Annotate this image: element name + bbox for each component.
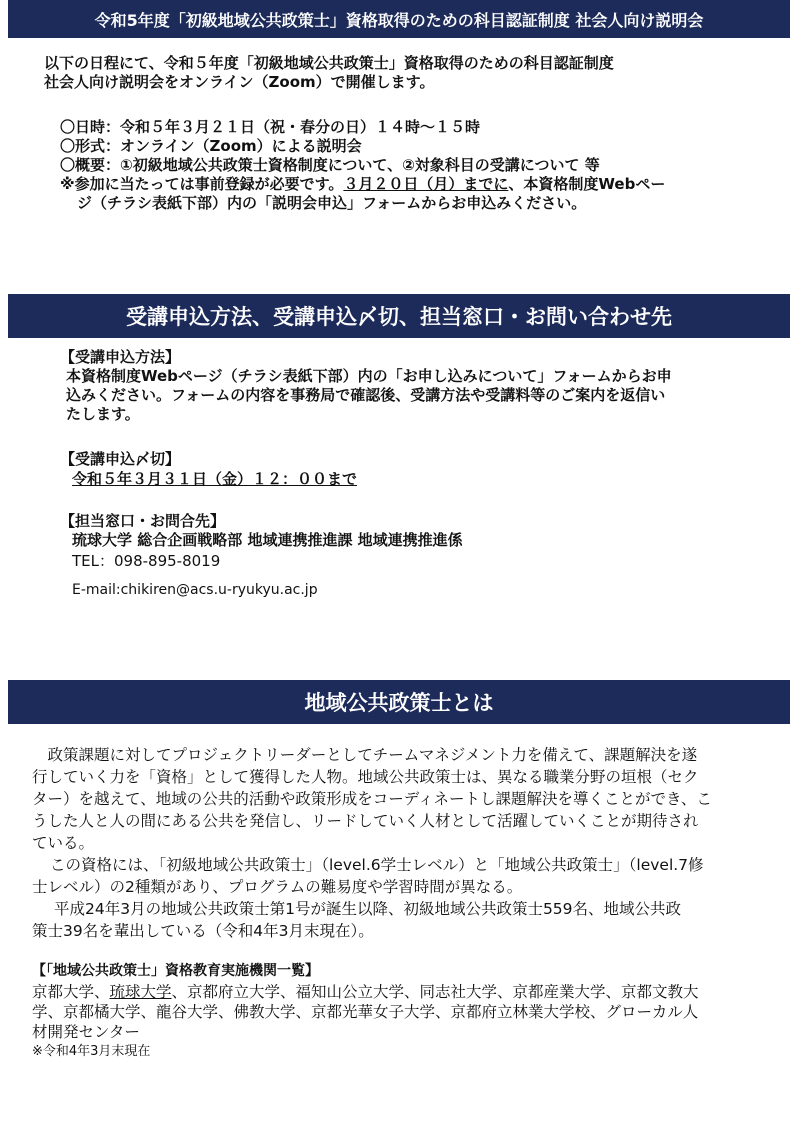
seminar-date: 〇日時：令和５年３月２１日（祝・春分の日）１４時～１５時 xyxy=(60,118,481,136)
contact-info xyxy=(60,512,463,600)
registration-deadline: ３月２０日（月）までに xyxy=(343,175,509,193)
intro-line: 社会人向け説明会をオンライン（Zoom）で開催します。 xyxy=(44,73,435,91)
seminar-overview: 〇概要：①初級地域公共政策士資格制度について、②対象科目の受講について 等 xyxy=(60,156,600,174)
seminar-format: 〇形式：オンライン（Zoom）による説明会 xyxy=(60,137,362,155)
note-text: 、本資格制度Webペー xyxy=(508,175,666,193)
contact-heading: 【担当窓口・お問合先】 xyxy=(60,512,226,530)
seminar-note xyxy=(60,175,665,194)
note-text: ※参加に当たっては事前登録が必要です。 xyxy=(60,175,344,193)
seminar-details xyxy=(60,118,665,213)
application-deadline xyxy=(60,450,357,489)
method-line: たします。 xyxy=(66,405,140,423)
institution-ryukyu: 琉球大学 xyxy=(109,983,172,1001)
para-line: ター）を越えて、地域の公共的活動や政策形成をコーディネートし課題解決を導くことができ、こ xyxy=(32,790,712,808)
seminar-title-band xyxy=(8,0,790,38)
about-title-band xyxy=(8,680,790,724)
institutions-heading: 【「地域公共政策士」資格教育実施機関一覧】 xyxy=(32,963,319,979)
method-heading: 【受講申込方法】 xyxy=(60,348,181,366)
seminar-intro xyxy=(44,54,614,92)
para-line: 政策課題に対してプロジェクトリーダーとしてチームマネジメント力を備えて、課題解決を遂 xyxy=(32,746,698,764)
deadline-heading: 【受講申込〆切】 xyxy=(60,450,181,468)
para-line: この資格には、「初級地域公共政策士」（level.6学士レベル）と「地域公共政策士」（level.7修 xyxy=(50,856,704,874)
about-title: 地域公共政策士とは xyxy=(304,691,494,715)
application-title-band xyxy=(8,294,790,338)
para-line: 平成24年3月の地域公共政策士第1号が誕生以降、初級地域公共政策士559名、地域公共政 xyxy=(54,900,682,918)
contact-tel: TEL：098-895-8019 xyxy=(72,552,221,570)
intro-line: 以下の日程にて、令和５年度「初級地域公共政策士」資格取得のための科目認証制度 xyxy=(44,54,614,72)
contact-org: 琉球大学 総合企画戦略部 地域連携推進課 地域連携推進係 xyxy=(72,531,463,549)
seminar-title: 令和5年度「初級地域公共政策士」資格取得のための科目認証制度 社会人向け説明会 xyxy=(94,10,704,30)
para-line: うした人と人の間にある公共を発信し、リードしていく人材として活躍していくことが期待され xyxy=(32,812,699,830)
method-line: 込みください。フォームの内容を事務局で確認後、受講方法や受講料等のご案内を返信い xyxy=(66,386,666,404)
para-line: ている。 xyxy=(32,834,95,852)
institutions-line xyxy=(32,982,762,1002)
institution-text: 京都大学、 xyxy=(32,983,110,1001)
institution-text: 、京都府立大学、福知山公立大学、同志社大学、京都産業大学、京都文教大 xyxy=(171,983,699,1001)
para-line: 士レベル）の2種類があり、プログラムの難易度や学習時間が異なる。 xyxy=(32,878,523,896)
contact-email: E-mail:chikiren@acs.u-ryukyu.ac.jp xyxy=(72,582,318,598)
deadline-date: 令和５年３月３１日（金）１２：００まで xyxy=(72,470,358,488)
institutions-line: 材開発センター xyxy=(32,1023,140,1041)
para-line: 行していく力を「資格」として獲得した人物。地域公共政策士は、異なる職業分野の垣根（セク xyxy=(32,768,699,786)
institutions-line: 学、京都橘大学、龍谷大学、佛教大学、京都光華女子大学、京都府立林業大学校、グローカル人 xyxy=(32,1003,699,1021)
para-line: 策士39名を輩出している（令和4年3月末現在）。 xyxy=(32,922,374,940)
note-line: ジ（チラシ表紙下部）内の「説明会申込」フォームからお申込みください。 xyxy=(77,194,587,212)
application-method xyxy=(60,348,672,424)
institutions-list xyxy=(32,982,762,1062)
method-line: 本資格制度Webページ（チラシ表紙下部）内の「お申し込みについて」フォームからお申 xyxy=(66,367,672,385)
about-description xyxy=(32,744,762,942)
as-of-note: ※令和4年3月末現在 xyxy=(32,1044,151,1059)
application-title: 受講申込方法、受講申込〆切、担当窓口・お問い合わせ先 xyxy=(126,305,672,329)
